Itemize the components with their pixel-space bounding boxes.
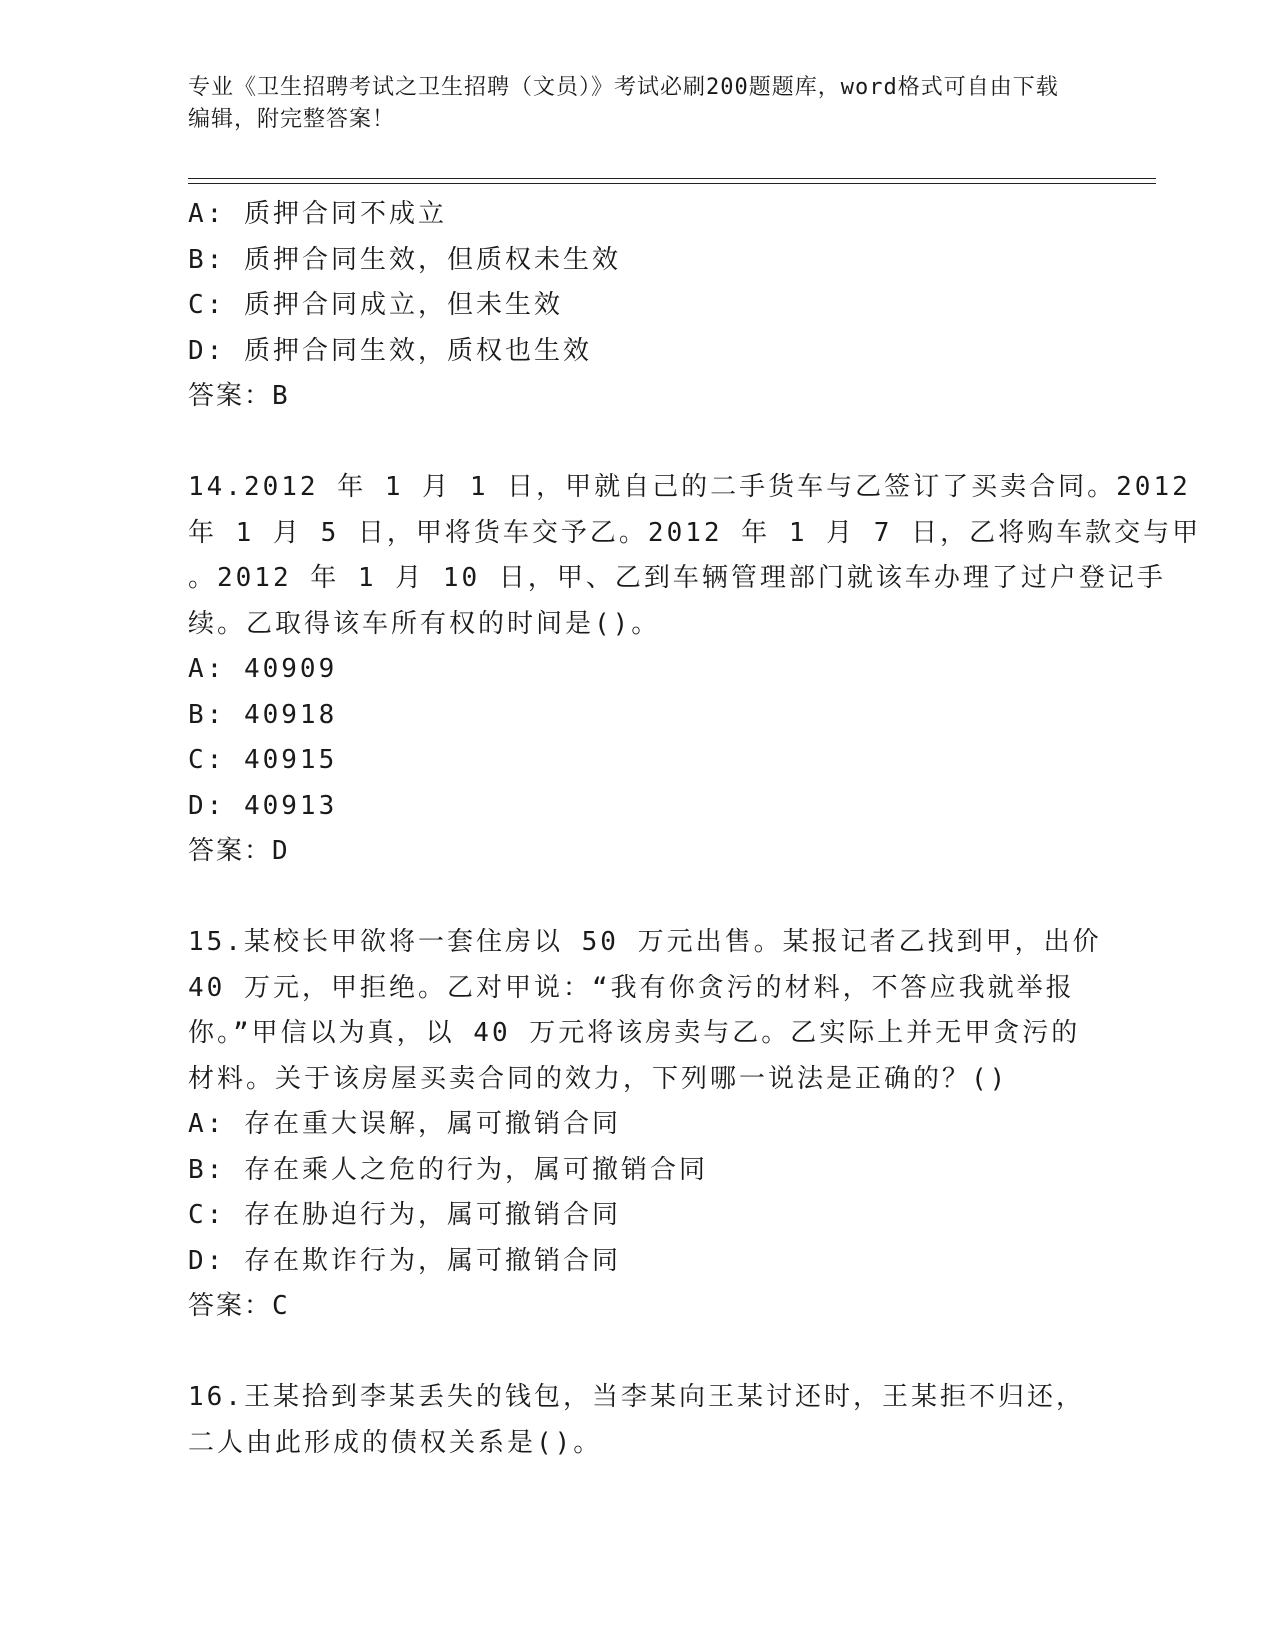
option-c: C: 存在胁迫行为，属可撤销合同 [188,1200,621,1230]
option-a: A: 质押合同不成立 [188,199,447,229]
question-13 [188,192,1088,420]
option-d: D: 存在欺诈行为，属可撤销合同 [188,1245,621,1276]
question-stem-line: 二人由此形成的债权关系是()。 [188,1427,603,1458]
question-14 [188,465,1202,875]
header-rule-bottom [188,183,1156,184]
spacer [188,1330,1088,1376]
question-stem-line: 材料。关于该房屋买卖合同的效力，下列哪一说法是正确的？() [188,1063,1009,1094]
question-stem-line: 年 1 月 5 日，甲将货车交予乙。2012 年 1 月 7 日，乙将购车款交与甲 [188,517,1202,548]
option-b: B: 质押合同生效，但质权未生效 [188,244,621,275]
spacer [188,875,1088,921]
question-15 [188,920,1102,1330]
question-stem-line: 16.王某拾到李某丢失的钱包，当李某向王某讨还时，王某拒不归还， [188,1382,1085,1412]
spacer [188,420,1088,466]
option-b: B: 40918 [188,699,338,730]
question-stem-line: 15.某校长甲欲将一套住房以 50 万元出售。某报记者乙找到甲，出价 [188,927,1102,957]
answer-line: 答案：D [188,836,290,866]
question-content [188,192,1202,1466]
option-c: C: 质押合同成立，但未生效 [188,290,563,320]
option-d: D: 质押合同生效，质权也生效 [188,335,592,366]
answer-line: 答案：C [188,1291,290,1321]
document-header: 专业《卫生招聘考试之卫生招聘（文员）》考试必刷200题题库，word格式可自由下载编辑，附完整答案！ [188,75,1059,132]
question-stem-line: 续。乙取得该车所有权的时间是()。 [188,608,661,639]
option-d: D: 40913 [188,790,338,821]
option-a: A: 存在重大误解，属可撤销合同 [188,1109,621,1139]
header-rule-top [188,178,1156,179]
question-16 [188,1375,1088,1466]
option-c: C: 40915 [188,745,338,775]
option-b: B: 存在乘人之危的行为，属可撤销合同 [188,1154,708,1185]
question-stem-line: 14.2012 年 1 月 1 日，甲就自己的二手货车与乙签订了买卖合同。2012 [188,472,1191,502]
option-a: A: 40909 [188,654,338,684]
answer-line: 答案：B [188,381,290,411]
question-stem-line: 你。”甲信以为真，以 40 万元将该房卖与乙。乙实际上并无甲贪污的 [188,1018,1081,1048]
question-stem-line: 40 万元，甲拒绝。乙对甲说：“我有你贪污的材料，不答应我就举报 [188,972,1075,1003]
question-stem-line: 。2012 年 1 月 10 日，甲、乙到车辆管理部门就该车办理了过户登记手 [188,563,1166,593]
